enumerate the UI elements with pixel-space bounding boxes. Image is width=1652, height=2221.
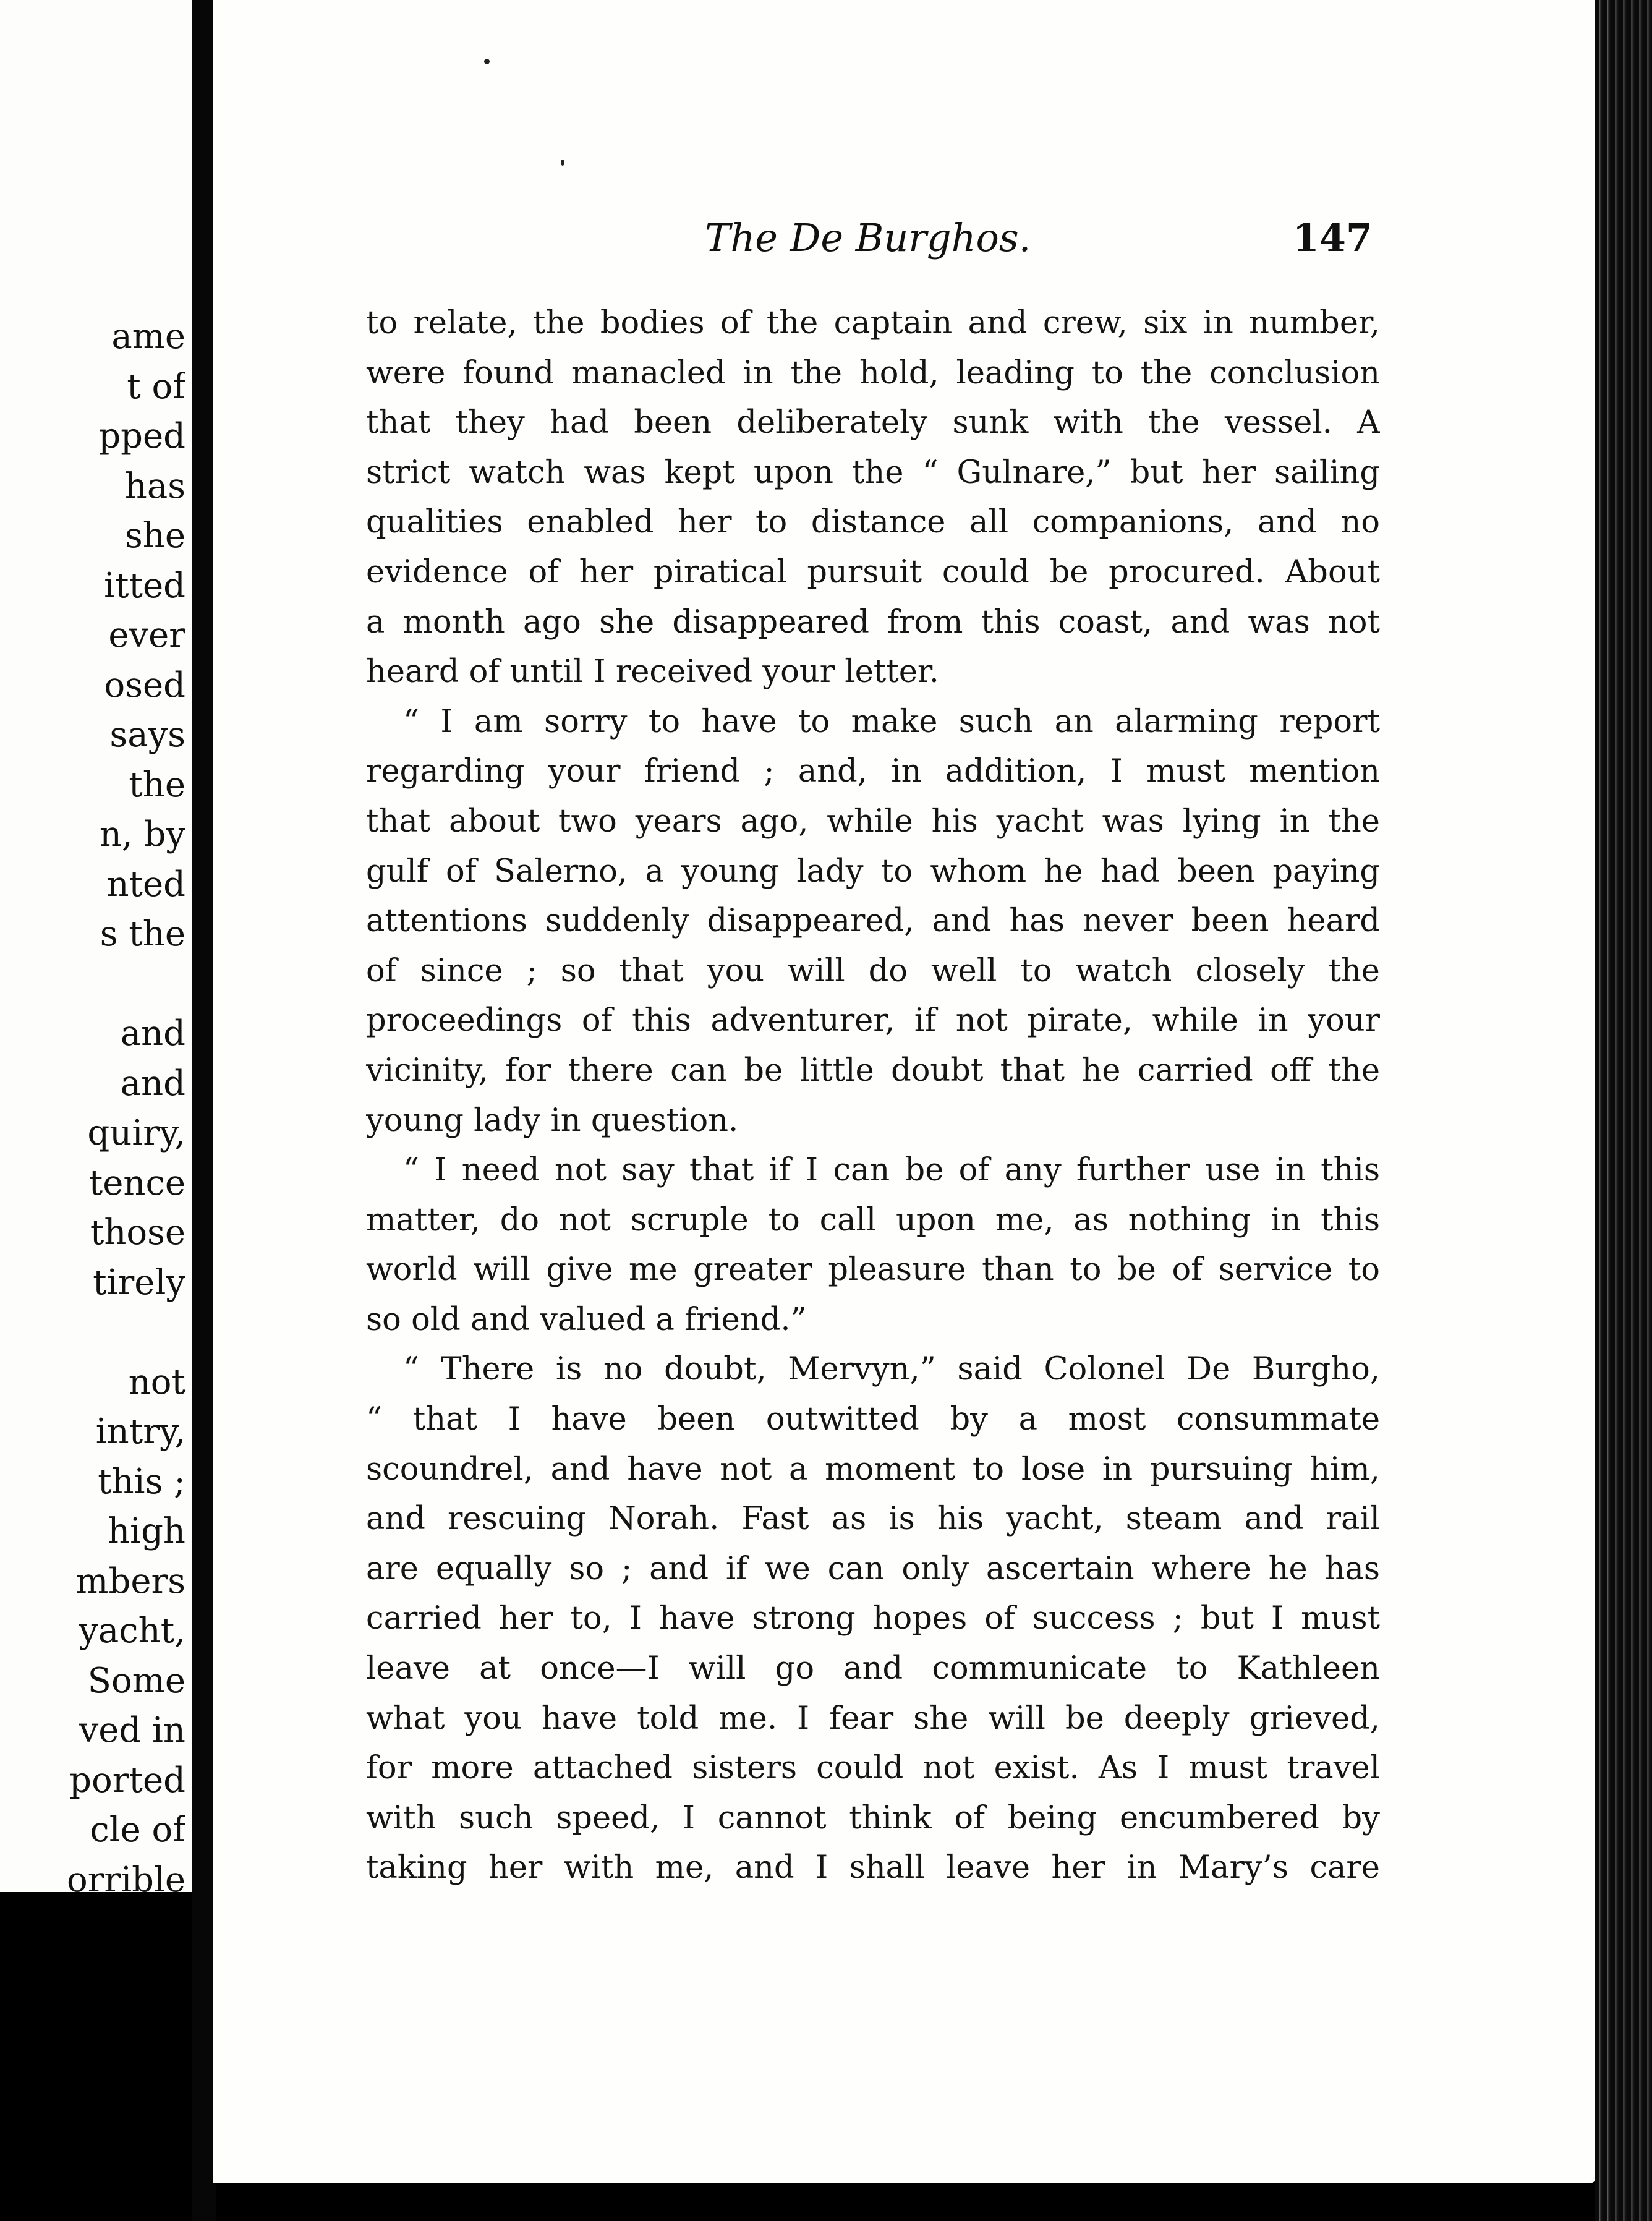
- previous-page-line: those: [90, 1213, 185, 1253]
- previous-page-text: [0, 312, 185, 1905]
- previous-page-line: has: [124, 466, 185, 506]
- previous-page-line: ever: [108, 615, 185, 655]
- previous-page-line: [0, 1308, 185, 1358]
- text-line: proceedings of this adventurer, if not pirate, while in your: [366, 1002, 1380, 1039]
- text-line: regarding your friend ; and, in addition, I must mention: [366, 753, 1380, 790]
- previous-page-line: she: [125, 516, 185, 556]
- text-line: matter, do not scruple to call upon me, as nothing in this: [366, 1201, 1380, 1238]
- page-number: 147: [1292, 215, 1373, 260]
- text-line: gulf of Salerno, a young lady to whom he had been paying: [366, 853, 1380, 890]
- text-line: “ I need not say that if I can be of any further use in this: [403, 1152, 1380, 1189]
- text-line: vicinity, for there can be little doubt that he carried off the: [366, 1052, 1380, 1089]
- text-line: “ that I have been outwitted by a most consummate: [366, 1401, 1380, 1438]
- text-line: attentions suddenly disappeared, and has never been heard: [366, 903, 1380, 940]
- previous-page-line: high: [108, 1511, 185, 1551]
- previous-page-line: the: [129, 764, 185, 805]
- previous-page-line: mbers: [75, 1561, 185, 1601]
- previous-page-fragment: [0, 0, 204, 1900]
- previous-page-line: tence: [88, 1162, 185, 1203]
- previous-page-line: itted: [104, 565, 185, 606]
- text-line: and rescuing Norah. Fast as is his yacht, steam and rail: [366, 1501, 1380, 1538]
- text-line: are equally so ; and if we can only ascertain where he has: [366, 1550, 1380, 1587]
- text-line: young lady in question.: [366, 1102, 739, 1139]
- text-line: qualities enabled her to distance all companions, and no: [366, 504, 1380, 541]
- text-line: leave at once—I will go and communicate to Kathleen: [366, 1650, 1380, 1687]
- previous-page-line: orrible: [66, 1859, 185, 1900]
- previous-page-line: s the: [100, 914, 185, 954]
- previous-page-line: intry,: [95, 1412, 185, 1452]
- previous-page-line: ved in: [79, 1710, 185, 1750]
- text-line: that about two years ago, while his yacht was lying in the: [366, 803, 1380, 840]
- page-header: [705, 210, 1373, 266]
- previous-page-line: and: [120, 1013, 185, 1054]
- previous-page-line: nted: [106, 864, 185, 905]
- text-line: that they had been deliberately sunk with the vessel. A: [366, 404, 1380, 441]
- previous-page-line: tirely: [93, 1262, 185, 1303]
- previous-page-line: quiry,: [87, 1113, 185, 1153]
- text-line: taking her with me, and I shall leave her in Mary’s care: [366, 1849, 1380, 1886]
- book-gutter: [192, 0, 216, 2221]
- text-line: evidence of her piratical pursuit could be procured. About: [366, 553, 1380, 590]
- scan-speck: [484, 59, 490, 64]
- text-line: so old and valued a friend.”: [366, 1301, 807, 1338]
- text-line: to relate, the bodies of the captain and crew, six in number,: [366, 305, 1380, 341]
- previous-page-line: n, by: [99, 814, 185, 855]
- previous-page-line: [0, 960, 185, 1010]
- text-line: of since ; so that you will do well to watch closely the: [366, 952, 1380, 989]
- text-line: with such speed, I cannot think of being encumbered by: [366, 1799, 1380, 1836]
- previous-page-line: Some: [87, 1660, 185, 1701]
- text-line: “ There is no doubt, Mervyn,” said Colonel De Burgho,: [403, 1351, 1380, 1388]
- text-line: world will give me greater pleasure than to be of service to: [366, 1251, 1380, 1289]
- body-text: [366, 299, 1380, 1893]
- previous-page-line: not: [128, 1362, 185, 1402]
- text-line: a month ago she disappeared from this coast, and was not: [366, 603, 1380, 641]
- previous-page-line: cle of: [90, 1810, 185, 1850]
- previous-page-line: yacht,: [79, 1611, 185, 1651]
- text-line: heard of until I received your letter.: [366, 654, 939, 691]
- previous-page-line: this ;: [98, 1461, 185, 1502]
- text-line: carried her to, I have strong hopes of success ; but I must: [366, 1600, 1380, 1637]
- text-line: what you have told me. I fear she will be deeply grieved,: [366, 1700, 1380, 1737]
- previous-page-line: ported: [69, 1760, 185, 1801]
- text-line: were found manacled in the hold, leading to the conclusion: [366, 354, 1380, 391]
- previous-page-line: and: [120, 1063, 185, 1104]
- text-line: strict watch was kept upon the “ Gulnare,” but her sailing: [366, 454, 1380, 491]
- previous-page-line: t of: [127, 366, 185, 407]
- previous-page-line: ame: [111, 317, 185, 357]
- scan-speck: [561, 160, 564, 166]
- page-edges: [1595, 0, 1652, 2221]
- text-line: for more attached sisters could not exist. As I must travel: [366, 1750, 1380, 1787]
- text-line: scoundrel, and have not a moment to lose in pursuing him,: [366, 1451, 1380, 1488]
- previous-page-line: says: [109, 715, 185, 755]
- running-title: The De Burghos.: [705, 215, 1031, 260]
- previous-page-line: pped: [98, 416, 185, 456]
- previous-page-line: osed: [104, 665, 185, 706]
- text-line: “ I am sorry to have to make such an alarming report: [403, 703, 1380, 740]
